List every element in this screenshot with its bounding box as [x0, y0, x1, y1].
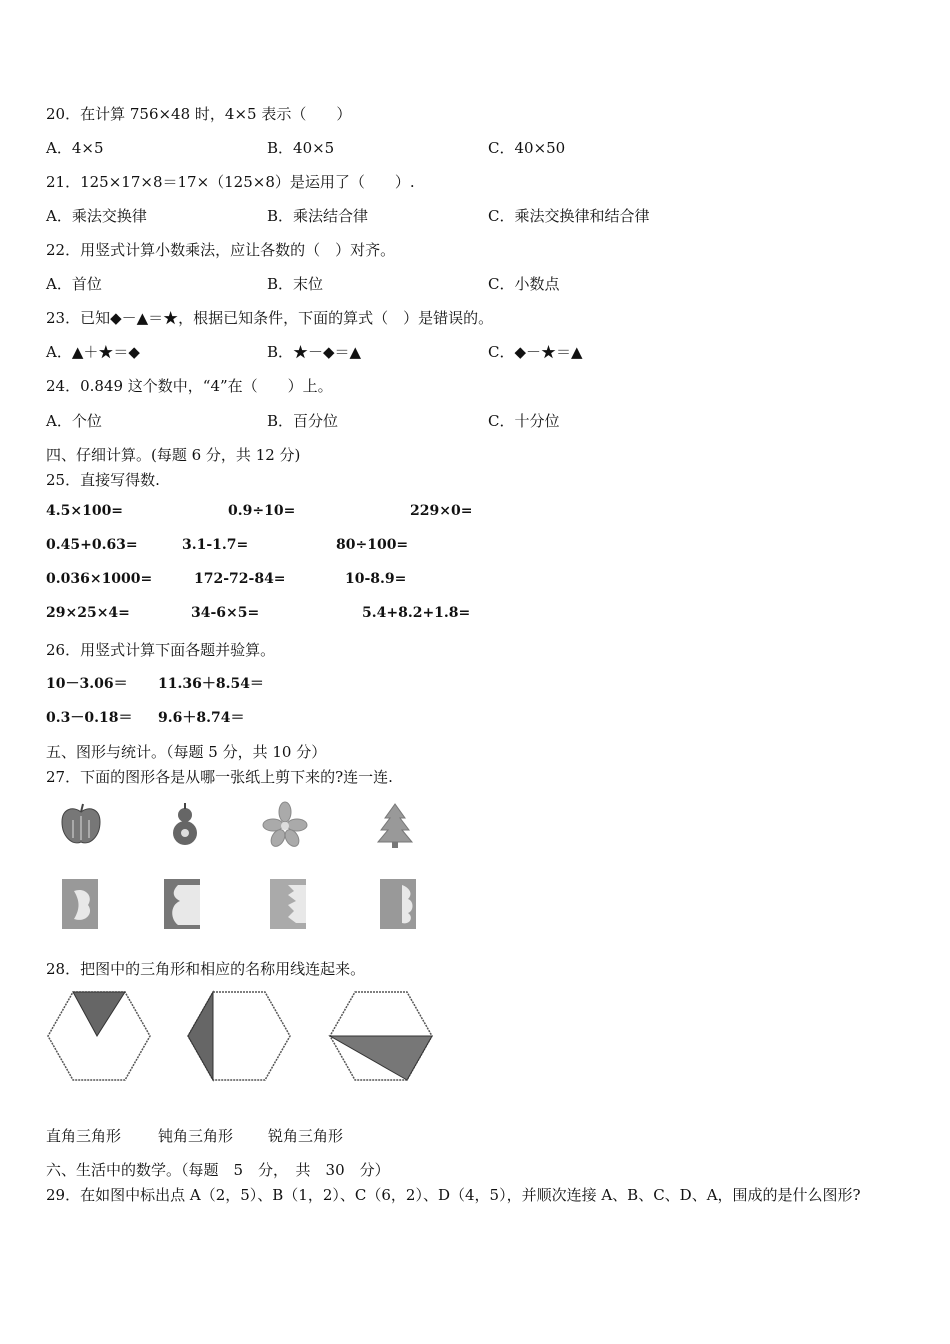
q20-option-b: B．40×5 — [267, 139, 335, 157]
q25-calc: 4.5×100= — [46, 503, 124, 519]
section4-title: 四、仔细计算。(每题 6 分，共 12 分) — [46, 446, 301, 464]
q21-option-a: A．乘法交换律 — [46, 207, 147, 225]
paper-sheet-d-image — [378, 877, 418, 931]
q25-stem: 25．直接写得数. — [46, 471, 160, 489]
label-right-triangle: 直角三角形 — [46, 1127, 122, 1145]
gourd-cutout-image — [160, 800, 210, 850]
q24-option-b: B．百分位 — [267, 412, 339, 430]
q22-option-a: A．首位 — [46, 275, 102, 293]
q20-option-c: C．40×50 — [488, 139, 566, 157]
tree-cutout-image — [370, 800, 420, 850]
q25-calc: 3.1-1.7= — [182, 537, 249, 553]
q23-option-b: B．★－◆＝▲ — [267, 343, 362, 361]
q21-stem: 21．125×17×8＝17×（125×8）是运用了（ ）. — [46, 173, 415, 191]
q22-option-c: C．小数点 — [488, 275, 560, 293]
flower-cutout-image — [260, 800, 310, 850]
q24-option-c: C．十分位 — [488, 412, 560, 430]
q22-option-b: B．末位 — [267, 275, 324, 293]
q27-stem: 27．下面的图形各是从哪一张纸上剪下来的?连一连. — [46, 768, 393, 786]
section6-title: 六、生活中的数学。（每题 5 分， 共 30 分） — [46, 1161, 390, 1179]
q24-stem: 24．0.849 这个数中，“4”在（ ）上。 — [46, 377, 333, 395]
q25-calc: 10-8.9= — [345, 571, 407, 587]
label-acute-triangle: 锐角三角形 — [268, 1127, 344, 1145]
hexagon-figure-3 — [328, 990, 434, 1082]
label-obtuse-triangle: 钝角三角形 — [158, 1127, 234, 1145]
q25-calc: 80÷100= — [336, 537, 409, 553]
q25-calc: 0.45+0.63= — [46, 537, 138, 553]
q26-stem: 26．用竖式计算下面各题并验算。 — [46, 641, 276, 659]
q23-option-a: A．▲＋★＝◆ — [46, 343, 140, 361]
q25-calc: 5.4+8.2+1.8= — [362, 605, 471, 621]
q25-calc: 0.9÷10= — [228, 503, 296, 519]
hexagon-figure-1 — [46, 990, 152, 1082]
hexagon-figure-2 — [186, 990, 292, 1082]
q25-calc: 34-6×5= — [191, 605, 260, 621]
q26-calc: 0.3－0.18＝ — [46, 710, 133, 726]
q21-option-c: C．乘法交换律和结合律 — [488, 207, 650, 225]
q26-calc: 9.6＋8.74＝ — [158, 710, 245, 726]
q20-stem: 20．在计算 756×48 时，4×5 表示（ ） — [46, 105, 352, 123]
paper-sheet-c-image — [268, 877, 308, 931]
q25-calc: 172-72-84= — [194, 571, 286, 587]
q26-calc: 10－3.06＝ — [46, 676, 128, 692]
q28-stem: 28．把图中的三角形和相应的名称用线连起来。 — [46, 960, 366, 978]
q23-option-c: C．◆－★＝▲ — [488, 343, 583, 361]
q23-stem: 23．已知◆－▲＝★，根据已知条件，下面的算式（ ）是错误的。 — [46, 309, 494, 327]
q26-calc: 11.36＋8.54＝ — [158, 676, 264, 692]
section5-title: 五、图形与统计。（每题 5 分，共 10 分） — [46, 743, 327, 761]
q25-calc: 29×25×4= — [46, 605, 130, 621]
paper-sheet-b-image — [162, 877, 202, 931]
apple-cutout-image — [56, 800, 106, 850]
q24-option-a: A．个位 — [46, 412, 102, 430]
paper-sheet-a-image — [60, 877, 100, 931]
q20-option-a: A．4×5 — [46, 139, 104, 157]
q22-stem: 22．用竖式计算小数乘法，应让各数的（ ）对齐。 — [46, 241, 396, 259]
q21-option-b: B．乘法结合律 — [267, 207, 369, 225]
q25-calc: 229×0= — [410, 503, 473, 519]
q25-calc: 0.036×1000= — [46, 571, 153, 587]
q29-stem: 29．在如图中标出点 A（2，5）、B（1，2）、C（6，2）、D（4，5），并顺次连接 A、B、C、D、A，围成的是什么图形? — [46, 1186, 861, 1204]
